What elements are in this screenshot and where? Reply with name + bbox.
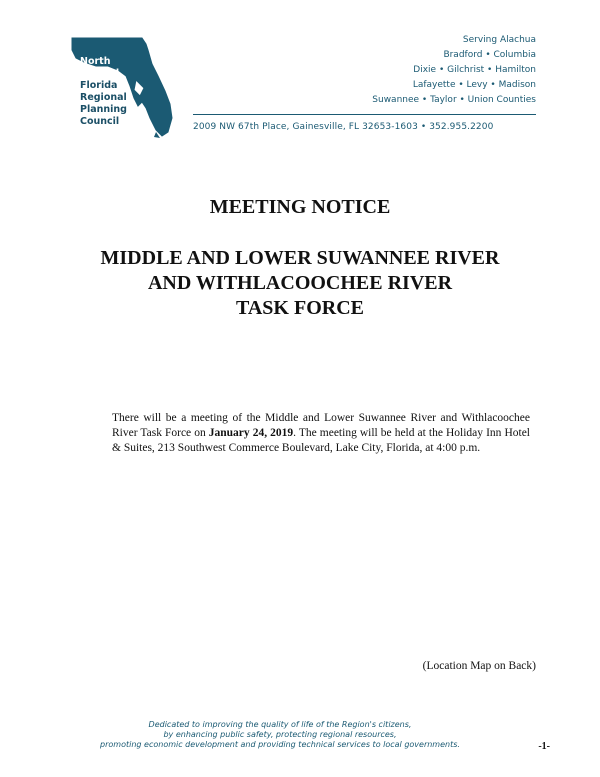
location-map-note: (Location Map on Back) (422, 660, 536, 672)
council-name-line: Central (80, 68, 120, 79)
page-number: -1- (538, 741, 550, 752)
counties-served (372, 33, 536, 108)
meeting-details-location: . The meeting will be held at the Holiday Inn Hotel & Suites, 213 Southwest Commerce Boulevard, Lake City, Florida, at 4:00 p.m. (112, 427, 531, 454)
council-name-line: Florida (80, 80, 118, 91)
council-address: 2009 NW 67th Place, Gainesville, FL 32653-1603 • 352.955.2200 (193, 122, 494, 132)
meeting-date: January 24, 2019 (208, 427, 294, 439)
mission-line: by enhancing public safety, protecting regional resources, (163, 730, 397, 739)
council-name-line: Council (80, 116, 120, 127)
mission-line: Dedicated to improving the quality of life of the Region's citizens, (148, 720, 412, 729)
council-name-line: North (80, 56, 111, 67)
meeting-details-intro: There will be a meeting of the Middle and Lower Suwannee River and Withlacoochee River Task Force on (112, 412, 530, 439)
counties-line: Lafayette • Levy • Madison (412, 80, 536, 90)
council-name-line: Planning (80, 104, 127, 115)
counties-line: Bradford • Columbia (443, 50, 536, 60)
counties-line: Serving Alachua (462, 35, 536, 45)
title-line: TASK FORCE (236, 297, 364, 319)
council-name-line: Regional (80, 92, 127, 103)
title-line: AND WITHLACOOCHEE RIVER (147, 272, 453, 294)
meeting-details (112, 411, 530, 456)
mission-statement (60, 720, 500, 750)
letterhead-divider (193, 114, 536, 115)
title-line: MIDDLE AND LOWER SUWANNEE RIVER (100, 247, 500, 269)
mission-line: promoting economic development and providing technical services to local governments. (100, 740, 460, 749)
task-force-title (0, 246, 600, 321)
council-name (80, 56, 127, 128)
notice-heading: MEETING NOTICE (209, 196, 391, 218)
counties-line: Suwannee • Taylor • Union Counties (372, 95, 536, 105)
counties-line: Dixie • Gilchrist • Hamilton (413, 65, 536, 75)
